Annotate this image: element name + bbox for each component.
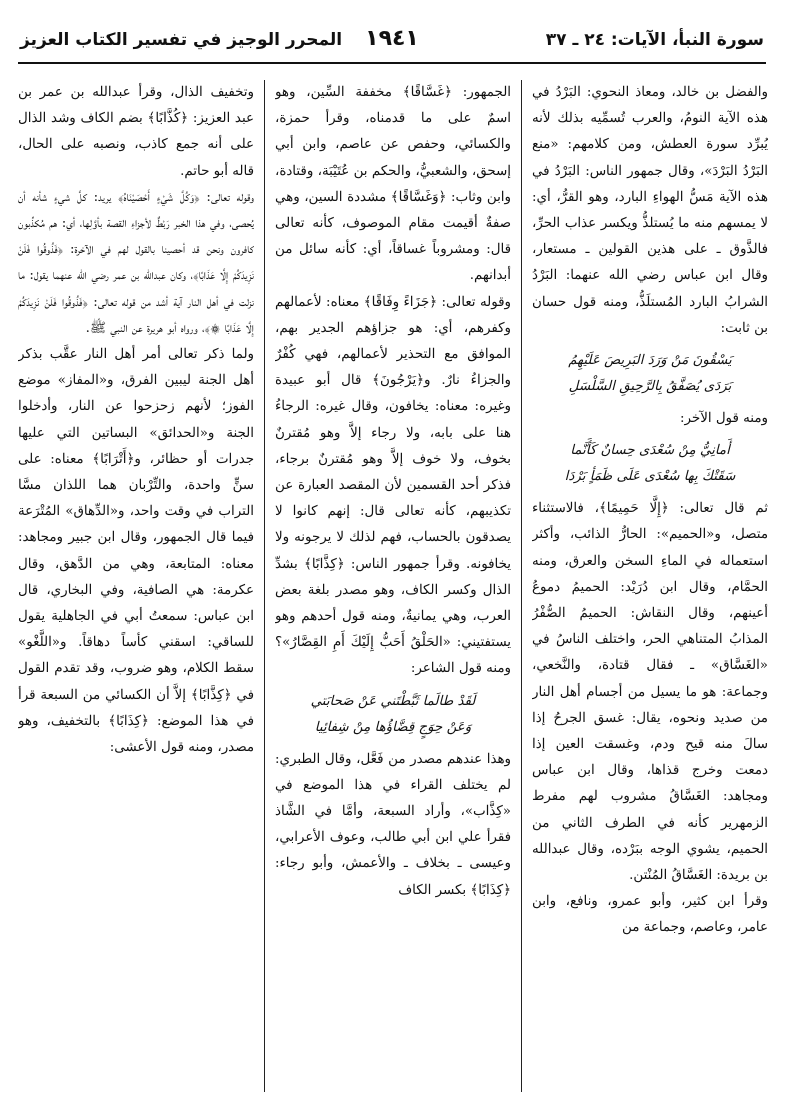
verse-hemistich: بَرَدَى يُصَفَّقُ بِالرَّحِيقِ السَّلْسَلِ <box>568 379 732 395</box>
paragraph: وقوله تعالى: ﴿وَكُلَّ شَيْءٍ أَحْصَيْنَاهُ﴾ يريد: كلَّ شيءٍ شأنه أن يُحصى، وفي هذا الخبر رَبْطٌ لأجزاءِ القصة بأوَّلِها، أي: هم مُكذِّبون كافرون ونحن قد أحصينا بالقول لهم في الآخرة: ﴿فَذُوقُوا فَلَنْ نَزِيدَكُمْ إِلَّا عَذَابًا﴾، وكان عبدالله بن عمر رضي الله عنهما يقول: ما نزلت في أهل النار آية أشد من قوله تعالى: ﴿فَذُوقُوا فَلَنْ نَزِيدَكُمْ إِلَّا عَذَابًا ۞﴾، ورواه أبو هريرة عن النبي ﷺ. <box>18 189 254 336</box>
paragraph: الجمهور: ﴿غَسَّاقًا﴾ مخففة السِّين، وهو اسمٌ على ما قدمناه، وقرأ حمزة، والكسائي، وحفص عن عاصم، وابن أبي إسحق، والشعبيُّ، والحكم بن عُتَيْبَة، وقتادة، وابن وثاب: ﴿وَغَسَّاقًا﴾ مشددة السين، وهي صفةٌ أقيمت مقام الموصوف، كأنه تعالى قال: ومشروباً غساقاً، أي: كأنه سائل من أبدانهم. <box>275 85 511 284</box>
text-columns <box>18 80 768 1092</box>
verse-hemistich: لَقَدْ طالَما ثَبَّطْتَني عَنْ صَحابَتي <box>310 693 476 709</box>
verse-hemistich: أَمانِيُّ مِنْ سُعْدَى حِسانٌ كَأَنَّما <box>570 443 730 459</box>
page-header <box>18 22 766 64</box>
verse-hemistich: يَسْقُونَ مَنْ وَرَدَ البَرِيصَ عَلَيْهِمُ <box>568 353 732 369</box>
paragraph: ومنه قول الآخر: <box>680 411 768 427</box>
verse-hemistich: وَعَنْ حِوَجٍ قِضَّاؤُها مِنْ شِفائِيا <box>314 719 472 735</box>
paragraph: وقوله تعالى: ﴿جَزَاءً وِفَاقًا﴾ معناه: لأعمالهم وكفرهم، أي: هو جزاؤهم الجدير بهم، الموافق مع التحذير لأعمالهم، فهي كُفْرٌ والجزاءُ نارٌ. و﴿يَرْجُونَ﴾ قال أبو عبيدة وغيره: معناه: يخافون، وقال غيره: الرجاءُ هنا على بابه، ولا رجاء إلاَّ وهو مُقترنٌ بخوف، ولا خوف إلاَّ وهو مُقترنٌ برجاء، فذكر أحد القسمين لأن المقصد العبارة عن تكذيبهم، كأنه تعالى قال: إنهم كانوا لا يصدقون بالحساب، فهم لذلك لا يرجونه ولا يخافونه. وقرأ جمهور الناس: ﴿كِذَّابًا﴾ بشدِّ الذال وكسر الكاف، وهو مصدر بلغة بعض العرب، وهي يمانيةٌ، ومنه قول أحدهم وهو يستفتيني: «الحَلْقُ أَحَبُّ إِلَيْكَ أَمِ القِصَّارُ»؟ ومنه قول الشاعر: <box>275 294 511 677</box>
page-number: ١٩٤١ <box>365 26 419 51</box>
column-left <box>18 80 254 1092</box>
column-divider <box>264 80 265 1092</box>
paragraph: ولما ذكر تعالى أمر أهل النار عقَّب بذكر أهل الجنة ليبين الفرق، و«المفاز» موضع الفوز؛ لأنهم زحزحوا عن النار، وأدخلوا الجنة و«الحدائق» البساتين التي عليها جدرات أو حظائر، و﴿أَتْرَابًا﴾ معناه: على سنٍّ واحدة، والتِّرْبان هما اللذان مسَّا التراب في وقت واحد، و«الدِّهاق» المُتْرَعة فيما قال الجمهور، وقال ابن جبير ومجاهد: معناه: المتابعة، وهي من الدَّهق، وقال عكرمة: هي الصافية، وفي البخاري، قال ابن عباس: سمعتُ أبي في الجاهلية يقول للساقي: اسقني كأساً دهاقاً. و«اللَّغْو» سقط الكلام، وهو ضروب، وقد تقدم القول في ﴿كِذَّابًا﴾ إلاَّ أن الكسائي من السبعة قرأ في هذا الموضع: ﴿كِذَابًا﴾ بالتخفيف، وهو مصدر، ومنه قول الأعشى: <box>18 347 254 756</box>
paragraph: ثم قال تعالى: ﴿إِلَّا حَمِيمًا﴾، فالاستثناء متصل، و«الحميم»: الحارُّ الذائب، وأكثر استعماله في الماءِ السخن والعرق، ومنه الحمَّام، وقال ابن دُرَيْد: الحميمُ دموعُ أعينهم، وقال النقاش: الحميمُ الصُّفْرُ المذابُ المتناهي الحر، واختلف الناسُ في «الغَسَّاق» ـ فقال قتادة، والنَّخعي، وجماعة: هو ما يسيل من أجسام أهل النار من صديد ونحوه، يقال: غسق الجرحُ إذا سالَ منه قيح ودم، وغسقت العين إذا دمعت وخرج قذاها، وقال ابن عباس ومجاهد: الغَسَّاقُ مشروب لهم مفرط الزمهرير كأنه في الطرف الثاني من الحميم، يشوي الوجه ببَرْده، وقال عبدالله بن بريدة: الغَسَّاقُ المُنْتن. <box>532 501 768 884</box>
paragraph: وقرأ ابن كثير، وأبو عمرو، ونافع، وابن عامر، وعاصم، وجماعة من <box>532 894 768 936</box>
book-title: المحرر الوجيز في تفسير الكتاب العزيز <box>20 30 343 50</box>
poetry-verse <box>532 438 768 490</box>
verse-hemistich: سَقَتْكَ بِها سُعْدَى عَلَى ظَمَأٍ بَرْدَا <box>564 469 736 485</box>
column-divider <box>521 80 522 1092</box>
poetry-verse <box>275 689 511 741</box>
paragraph: وهذا عندهم مصدر من فَعَّل، وقال الطبري: لم يختلف القراء في هذا الموضع في «كِذَّاب»، وأراد السبعة، وأمَّا في الشَّاذ فقرأ علي ابن أبي طالب، وعوف الأعرابي، وعيسى ـ بخلاف ـ والأعمش، وأبو رجاء: ﴿كِذَابًا﴾ بكسر الكاف <box>275 751 511 898</box>
poetry-verse <box>532 348 768 400</box>
paragraph: والفضل بن خالد، ومعاذ النحوي: البَرْدُ في هذه الآية النومُ، والعرب تُسمِّيه بذلك لأنه يُبرِّد سورة العطش، ومن كلامهم: «منع البَرْدُ البَرْدَ»، وقال جمهور الناس: البَرْدُ في هذه الآية مَسُّ الهواءِ البارد، وهو القرُّ، أي: لا يمسهم منه ما يُستلذُّ ويكسر عذاب الحرِّ، فالذَّوق ـ على هذين القولين ـ مستعار، وقال ابن عباس رضي الله عنهما: البَرْدُ الشرابُ البارد المُستلَذُّ، ومنه قول حسان بن ثابت: <box>532 85 768 336</box>
column-right <box>532 80 768 1092</box>
paragraph: وتخفيف الذال، وقرأ عبدالله بن عمر بن عبد العزيز: ﴿كُذَّابًا﴾ بضم الكاف وشد الذال على أنه جمع كاذب، ونصبه على الحال، قاله أبو حاتم. <box>18 85 254 179</box>
column-middle <box>275 80 511 1092</box>
surah-info: سورة النبأ، الآيات: ٢٤ ـ ٣٧ <box>545 30 764 50</box>
